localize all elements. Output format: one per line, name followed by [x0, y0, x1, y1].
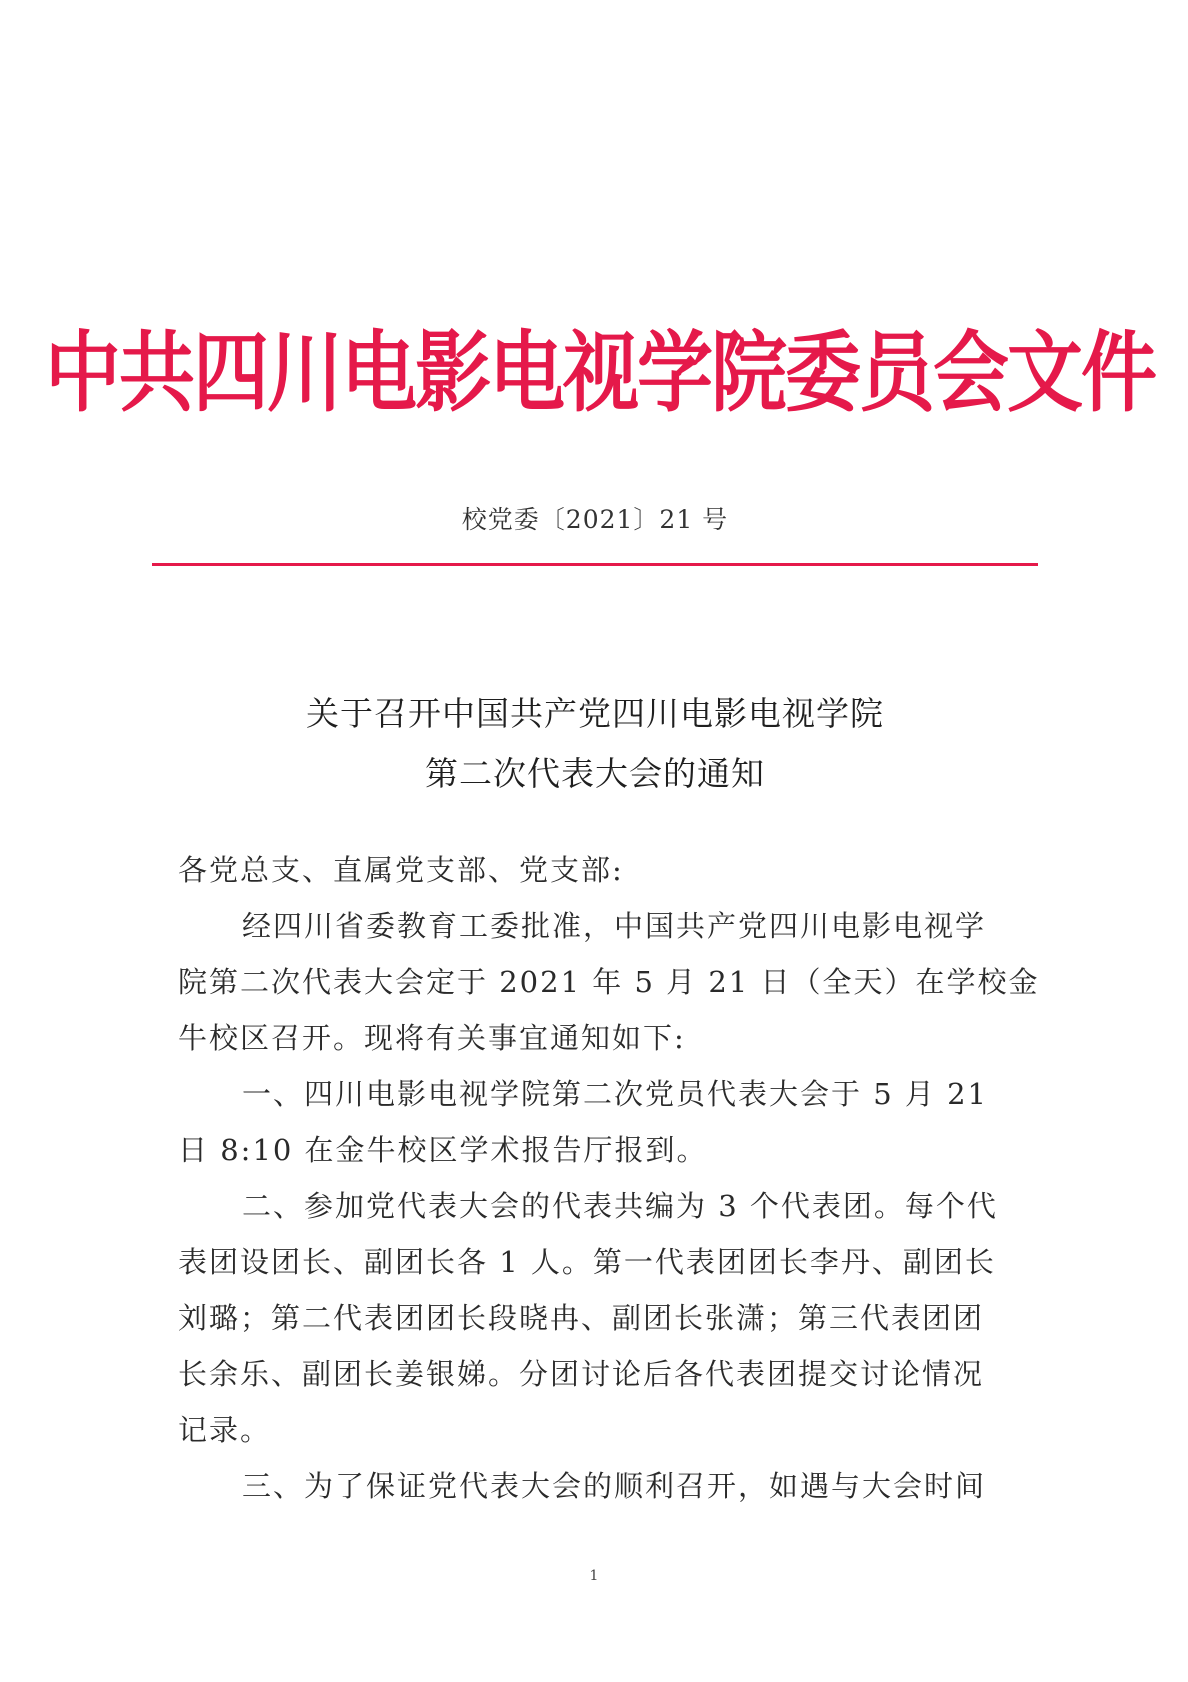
body-line: 刘璐；第二代表团团长段晓冉、副团长张潇；第三代表团团 [178, 1301, 985, 1335]
body-line: 记录。 [178, 1413, 272, 1447]
body-line: 院第二次代表大会定于 2021 年 5 月 21 日（全天）在学校金 [178, 965, 1040, 999]
notice-title-line-1: 关于召开中国共产党四川电影电视学院 [306, 694, 884, 733]
body-line: 三、为了保证党代表大会的顺利召开，如遇与大会时间 [242, 1469, 987, 1503]
red-divider [152, 563, 1038, 566]
masthead [45, 300, 1155, 430]
body-line: 二、参加党代表大会的代表共编为 3 个代表团。每个代 [242, 1189, 998, 1223]
body-line: 经四川省委教育工委批准，中国共产党四川电影电视学 [242, 909, 987, 943]
body-line: 一、四川电影电视学院第二次党员代表大会于 5 月 21 [242, 1077, 989, 1111]
salutation: 各党总支、直属党支部、党支部: [178, 853, 624, 887]
page-number: 1 [589, 1568, 599, 1584]
body-line: 日 8:10 在金牛校区学术报告厅报到。 [178, 1133, 708, 1167]
document-number: 校党委〔2021〕21 号 [461, 505, 729, 534]
notice-title-line-2: 第二次代表大会的通知 [425, 754, 765, 793]
masthead-title: 中共四川电影电视学院委员会文件 [45, 320, 1155, 424]
body-line: 表团设团长、副团长各 1 人。第一代表团团长李丹、副团长 [178, 1245, 996, 1279]
body-line: 长余乐、副团长姜银娣。分团讨论后各代表团提交讨论情况 [178, 1357, 985, 1391]
body-line: 牛校区召开。现将有关事宜通知如下: [178, 1021, 686, 1055]
